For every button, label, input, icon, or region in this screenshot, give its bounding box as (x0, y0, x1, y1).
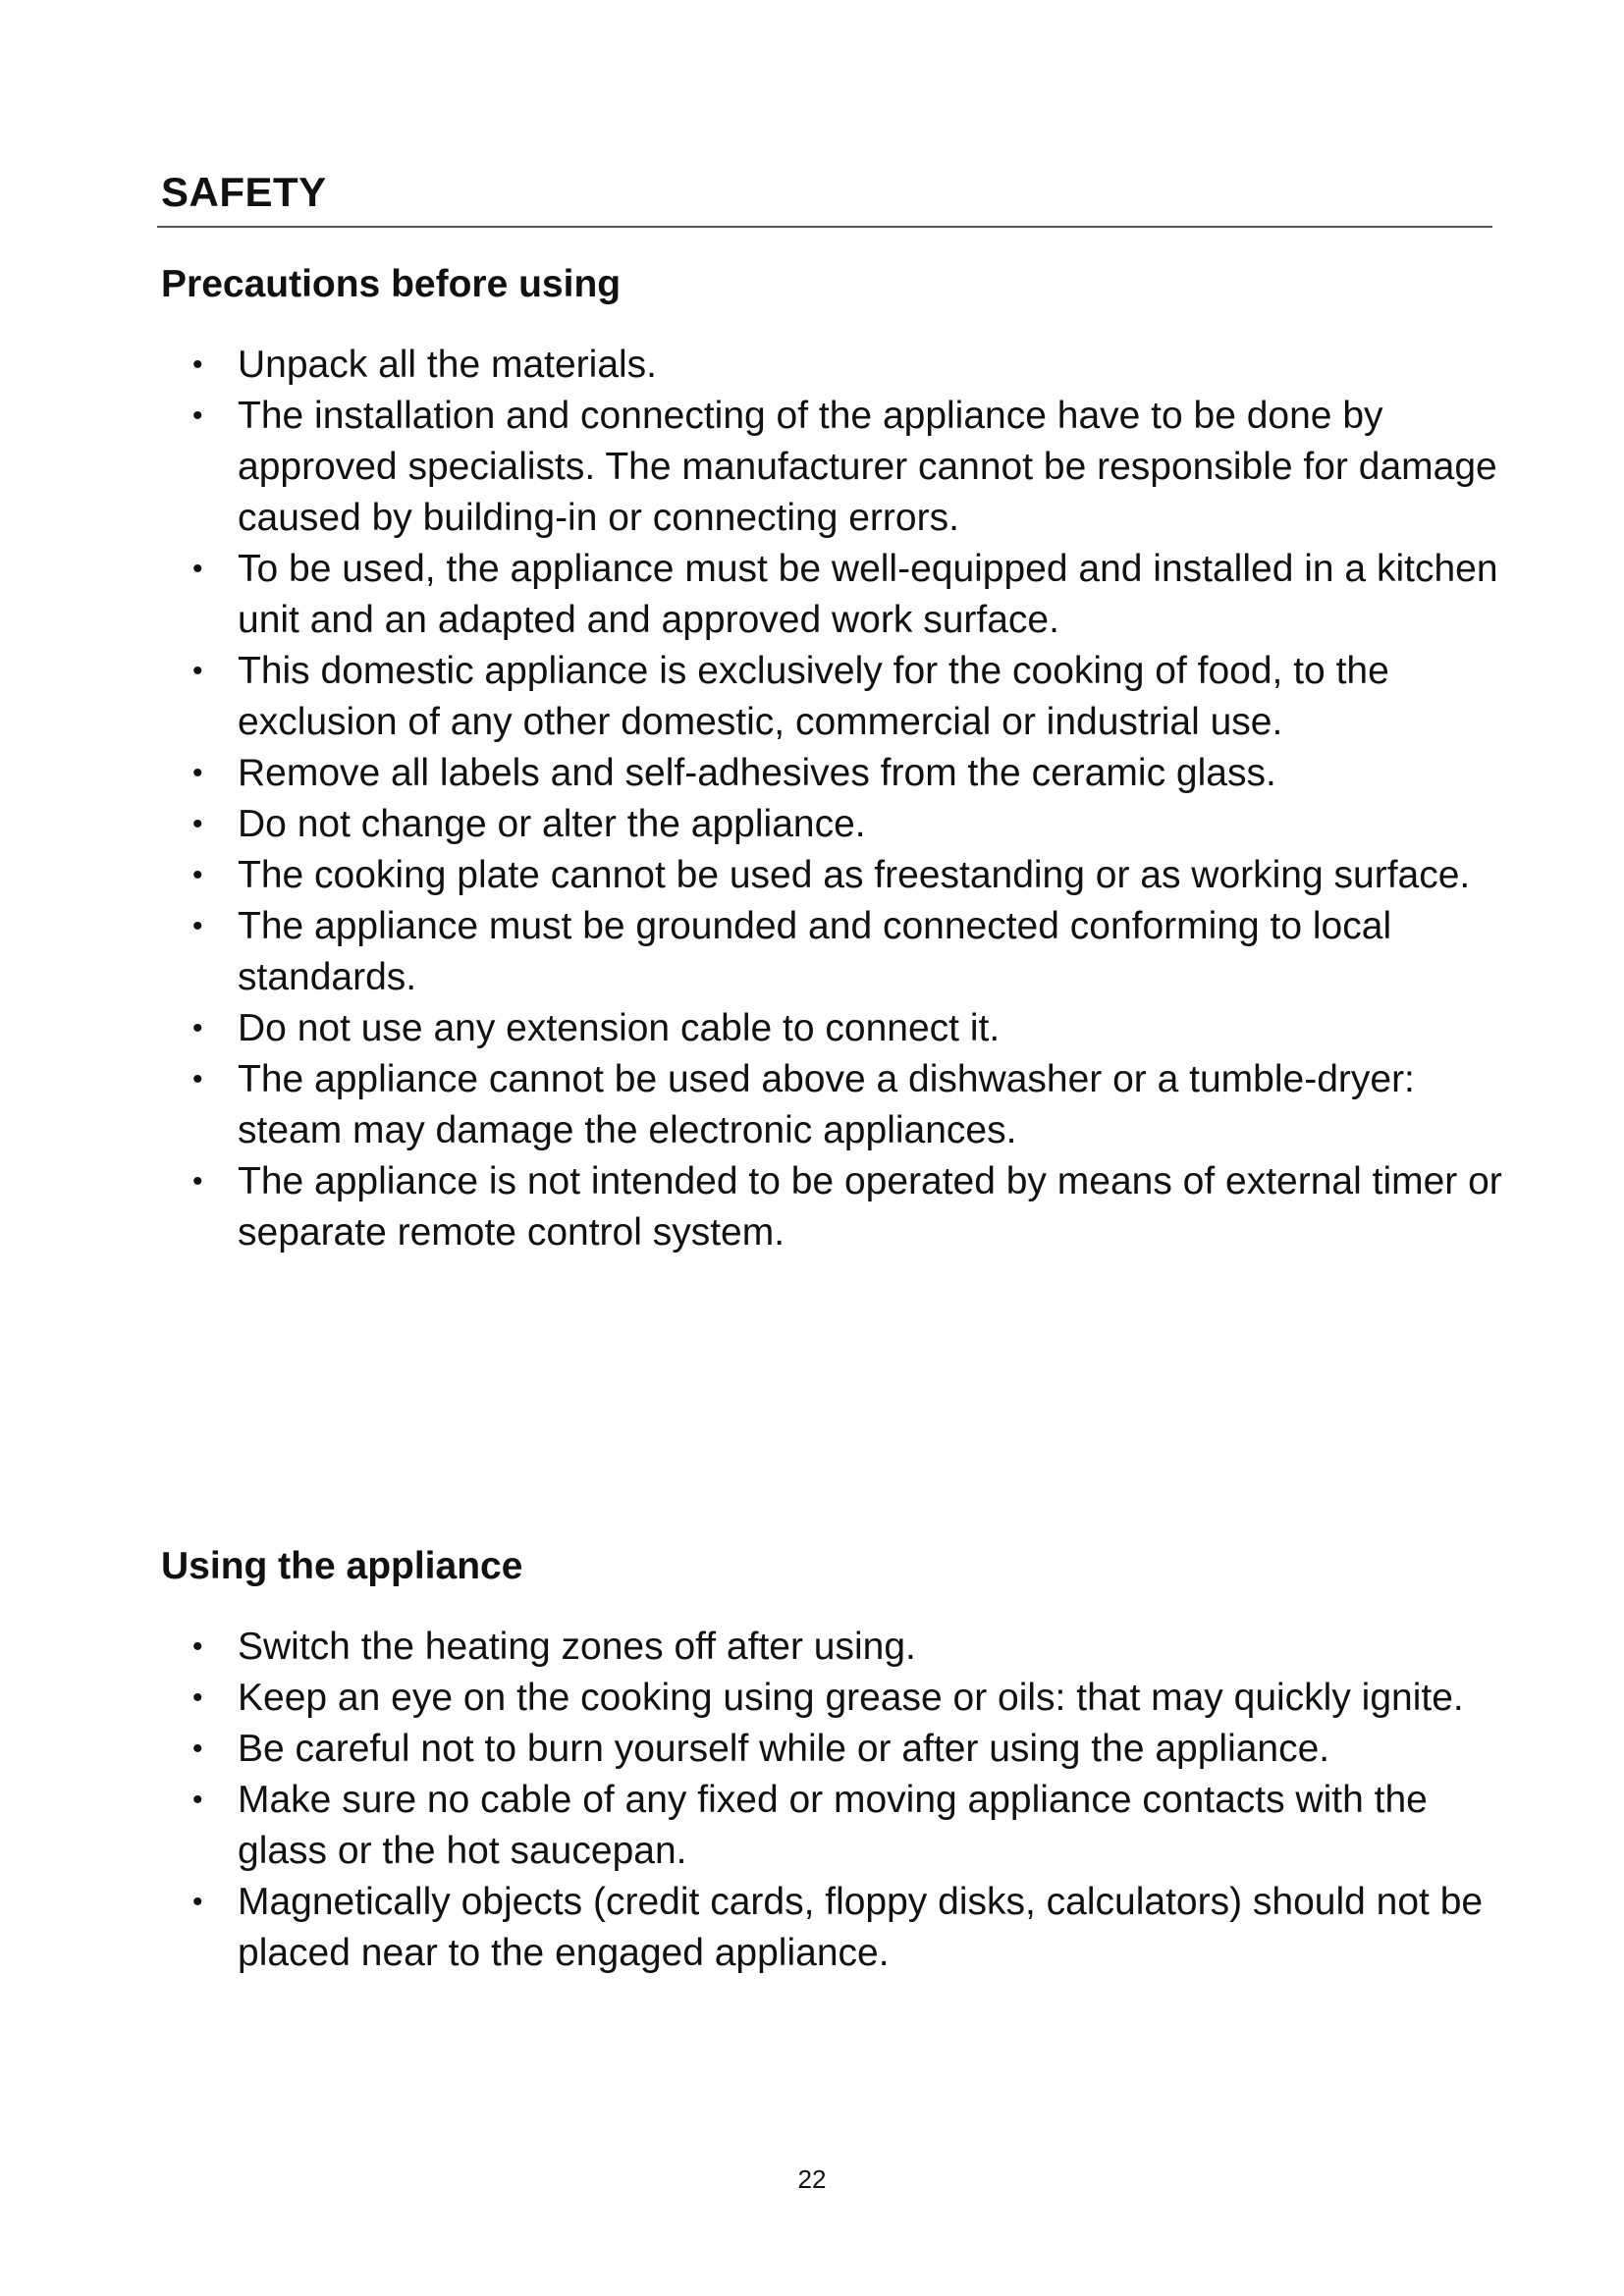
list-item (192, 1775, 1508, 1877)
list-item (192, 1877, 1508, 1979)
list-item (192, 799, 1508, 850)
bullet-icon: • (192, 1165, 203, 1198)
bullet-icon: • (192, 655, 203, 687)
list-item (192, 901, 1508, 1003)
list-item (192, 544, 1508, 646)
list-item-text: To be used, the appliance must be well-equipped and installed in a kitchen unit and an adapted and approved work surface. (238, 548, 1498, 641)
list-item-text: The appliance is not intended to be operated by means of external timer or separate remote control system. (238, 1160, 1502, 1254)
list-item-text: This domestic appliance is exclusively for the cooking of food, to the exclusion of any other domestic, commercial or industrial use. (238, 650, 1389, 743)
list-item (192, 1622, 1508, 1673)
list-item (192, 850, 1508, 901)
bullet-icon: • (192, 1784, 203, 1816)
list-item (192, 1003, 1508, 1054)
bullet-icon: • (192, 553, 203, 585)
list-item-text: Be careful not to burn yourself while or after using the appliance. (238, 1728, 1330, 1770)
list-item-text: The appliance cannot be used above a dishwasher or a tumble-dryer: steam may damage the electronic appliances. (238, 1058, 1415, 1151)
title-divider (157, 226, 1492, 228)
precautions-list (192, 340, 1508, 1258)
bullet-icon: • (192, 1886, 203, 1918)
page-title: SAFETY (161, 169, 327, 215)
bullet-icon: • (192, 1630, 203, 1663)
section-heading-using: Using the appliance (161, 1545, 523, 1587)
bullet-icon: • (192, 1682, 203, 1714)
list-item-text: Make sure no cable of any fixed or moving appliance contacts with the glass or the hot saucepan. (238, 1779, 1428, 1872)
list-item-text: Switch the heating zones off after using. (238, 1626, 916, 1668)
bullet-icon: • (192, 348, 203, 381)
list-item-text: Keep an eye on the cooking using grease or oils: that may quickly ignite. (238, 1677, 1464, 1719)
bullet-icon: • (192, 859, 203, 891)
bullet-icon: • (192, 1063, 203, 1095)
bullet-icon: • (192, 757, 203, 789)
list-item (192, 646, 1508, 748)
bullet-icon: • (192, 808, 203, 840)
list-item (192, 1724, 1508, 1775)
list-item-text: The installation and connecting of the appliance have to be done by approved specialists. The manufacturer cannot be responsible for damage caused by building-in or connecting errors. (238, 395, 1497, 539)
list-item (192, 748, 1508, 799)
list-item-text: Remove all labels and self-adhesives from the ceramic glass. (238, 752, 1276, 794)
list-item-text: Unpack all the materials. (238, 344, 658, 386)
list-item (192, 340, 1508, 391)
list-item (192, 1673, 1508, 1724)
bullet-icon: • (192, 1012, 203, 1044)
bullet-icon: • (192, 910, 203, 942)
bullet-icon: • (192, 1733, 203, 1765)
list-item-text: The appliance must be grounded and connected conforming to local standards. (238, 905, 1392, 998)
list-item-text: The cooking plate cannot be used as freestanding or as working surface. (238, 854, 1471, 896)
bullet-icon: • (192, 400, 203, 432)
section-heading-precautions: Precautions before using (161, 263, 622, 305)
using-list (192, 1622, 1508, 1979)
list-item-text: Magnetically objects (credit cards, floppy disks, calculators) should not be placed near to the engaged appliance. (238, 1881, 1484, 1974)
list-item-text: Do not use any extension cable to connect it. (238, 1007, 1001, 1049)
list-item-text: Do not change or alter the appliance. (238, 803, 866, 845)
list-item (192, 1054, 1508, 1156)
page-number: 22 (797, 2164, 827, 2194)
list-item (192, 391, 1508, 544)
list-item (192, 1156, 1508, 1258)
